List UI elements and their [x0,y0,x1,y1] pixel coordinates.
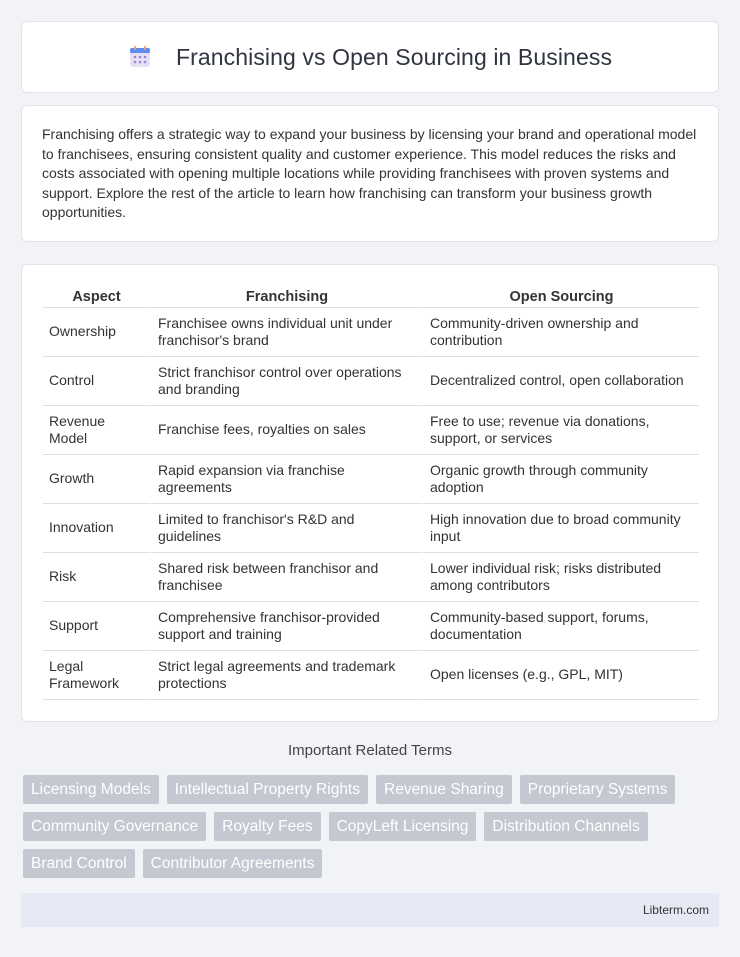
term-tag[interactable]: Royalty Fees [214,812,320,841]
cell-open-sourcing: Lower individual risk; risks distributed among contributors [422,553,699,602]
term-tag[interactable]: Proprietary Systems [520,775,676,804]
table-row [43,504,699,553]
cell-open-sourcing: High innovation due to broad community input [422,504,699,553]
table-row [43,553,699,602]
header-franchising: Franchising [150,286,422,308]
term-tag[interactable]: Licensing Models [23,775,159,804]
cell-franchising: Strict franchisor control over operations and branding [150,357,422,406]
cell-franchising: Strict legal agreements and trademark protections [150,651,422,700]
table-row [43,602,699,651]
cell-franchising: Franchisee owns individual unit under franchisor's brand [150,308,422,357]
term-tag[interactable]: Brand Control [23,849,135,878]
cell-open-sourcing: Decentralized control, open collaboration [422,357,699,406]
intro-card [21,105,719,242]
cell-franchising: Shared risk between franchisor and franchisee [150,553,422,602]
table-row [43,308,699,357]
term-tag[interactable]: Intellectual Property Rights [167,775,368,804]
cell-franchising: Franchise fees, royalties on sales [150,406,422,455]
term-tag[interactable]: CopyLeft Licensing [329,812,477,841]
table-row [43,406,699,455]
term-tag[interactable]: Contributor Agreements [143,849,323,878]
term-tag[interactable]: Revenue Sharing [376,775,512,804]
cell-aspect: Legal Framework [43,651,150,700]
cell-open-sourcing: Open licenses (e.g., GPL, MIT) [422,651,699,700]
cell-franchising: Limited to franchisor's R&D and guidelines [150,504,422,553]
cell-franchising: Comprehensive franchisor-provided support and training [150,602,422,651]
calendar-grid-icon [128,45,152,69]
cell-aspect: Ownership [43,308,150,357]
cell-open-sourcing: Organic growth through community adoption [422,455,699,504]
cell-open-sourcing: Community-driven ownership and contribution [422,308,699,357]
related-terms-title: Important Related Terms [288,742,452,759]
cell-aspect: Innovation [43,504,150,553]
header-card [21,21,719,93]
related-terms-list [23,775,723,878]
cell-aspect: Control [43,357,150,406]
header-open-sourcing: Open Sourcing [422,286,699,308]
table-row [43,455,699,504]
table-header-row [43,286,699,308]
comparison-card [21,264,719,722]
footer [21,893,719,927]
cell-franchising: Rapid expansion via franchise agreements [150,455,422,504]
intro-text: Franchising offers a strategic way to expand your business by licensing your brand and operational model to franchisees, ensuring consistent quality and customer experience. This model reduces the risks and costs associated with opening multiple locations while providing franchisees with proven systems and support. Explore the rest of the article to learn how franchising can transform your business growth opportunities. [42,126,697,221]
page-title: Franchising vs Open Sourcing in Business [175,43,613,70]
comparison-table [43,286,699,700]
cell-aspect: Support [43,602,150,651]
cell-open-sourcing: Free to use; revenue via donations, support, or services [422,406,699,455]
term-tag[interactable]: Distribution Channels [484,812,647,841]
cell-aspect: Revenue Model [43,406,150,455]
table-row [43,651,699,700]
cell-open-sourcing: Community-based support, forums, documentation [422,602,699,651]
header-aspect: Aspect [43,286,150,308]
cell-aspect: Growth [43,455,150,504]
table-row [43,357,699,406]
cell-aspect: Risk [43,553,150,602]
footer-site-link[interactable]: Libterm.com [642,903,709,917]
term-tag[interactable]: Community Governance [23,812,206,841]
